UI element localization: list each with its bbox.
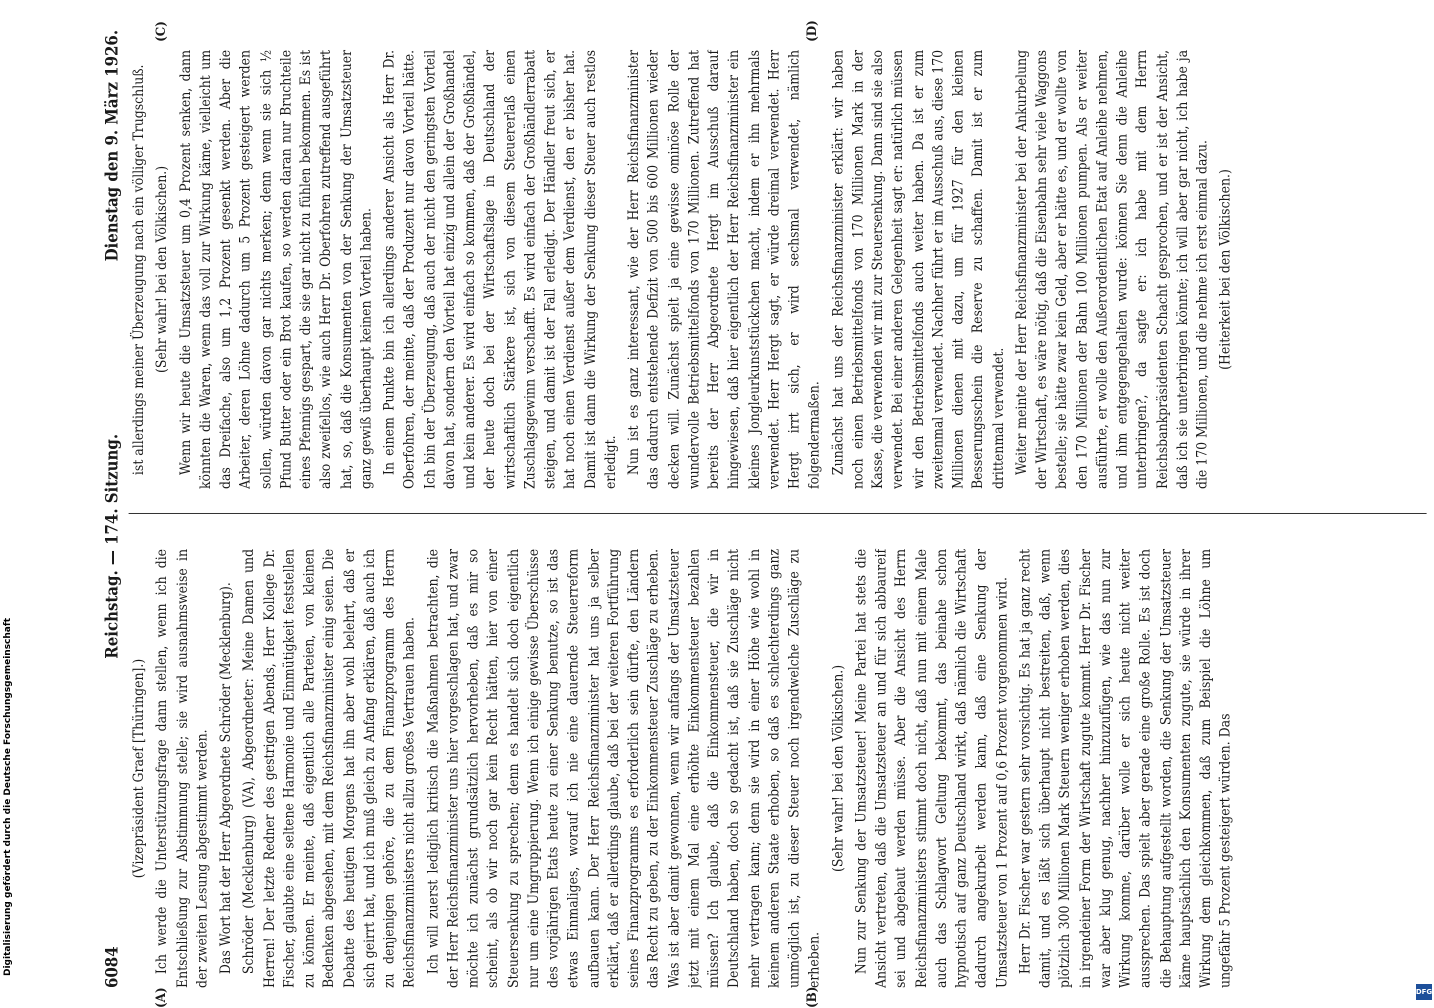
left-column — [129, 549, 1434, 988]
paragraph: Zunächst hat uns der Reichsfinanzminister erklärt: wir haben noch einen Betriebsmittelfonds von 170 Millionen Mark in der Kasse, die verwenden wir mit zur Steuersenkung. Dann sind sie also verwendet. Bei einer anderen Gelegenheit sagt er: natürlich müssen wir den Betriebsmittelfonds auch weiter haben. Da ist er zum zweitenmal verwendet. Nachher führt er im Ausschuß aus, diese 170 Millionen dienen mit dazu, um für 1927 für den kleinen Besserungsschein die Reserve zu schaffen. Damit ist er zum drittenmal verwendet. — [828, 49, 1006, 490]
margin-note-b: (B) — [804, 986, 820, 1008]
interjection: (Sehr wahr! bei den Völkischen.) — [828, 664, 846, 873]
page-number: 6084 — [102, 946, 122, 989]
paragraph: Ich werde die Unterstützungsfrage dann stellen, wenn ich die Entschließung zur Abstimmung stelle; sie wird ausnahmsweise in der zweiten Lesung abgestimmt werden. — [153, 548, 210, 989]
paragraph: Herr Dr. Fischer war gestern sehr vorsichtig. Es hat ja ganz recht damit, und es läßt sich überhaupt nicht bestreiten, daß, wenn plötzlich 300 Millionen Mark Steuern weniger erhoben werden, dies in irgendeiner Form der Wirtschaft zugute kommt. Herr Dr. Fischer war aber klug genug, nachher hinzuzufügen, wie das nun zur Wirkung komme, darüber wolle er sich heute nicht weiter aussprechen. Das spielt aber gerade eine große Rolle. Es ist doch die Behauptung aufgestellt worden, die Senkung der Umsatzsteuer käme hauptsächlich den Konsumenten zugute, sie würde in ihrer Wirkung dem gleichkommen, daß zum Beispiel die Löhne um ungefähr 5 Prozent gesteigert würden. Das — [1016, 548, 1234, 989]
paragraph: Ich will zuerst lediglich kritisch die Maßnahmen betrachten, die der Herr Reichsfinanzminister uns hier vorgeschlagen hat, und zwar möchte ich zunächst grundsätzlich hervorheben, daß es mir so scheint, als ob wir noch gar kein Recht hätten, hier von einer Steuersenkung zu sprechen; denn es handelt sich doch eigentlich nur um eine Umgruppierung. Wenn ich einige gewisse Überschüsse des vorjährigen Etats heute zu einer Senkung benutze, so ist das etwas Einmaliges, worauf ich nie eine dauernde Steuerreform aufbauen kann. Der Herr Reichsfinanzminister hat uns ja selber erklärt, daß er allerdings glaube, daß bei der weiteren Fortführung seines Finanzprogramms es erforderlich sein dürfte, den Ländern das Recht zu geben, zu der Einkommensteuer Zuschläge zu erheben. Was ist aber damit gewonnen, wenn wir anfangs der Umsatzsteuer jetzt mit einem Mal eine erhöhte Einkommensteuer bezahlen müssen? Ich glaube, daß die Einkommensteuer, die wir in Deutschland haben, doch so gedacht ist, daß sie Zuschläge nicht mehr vertragen kann; denn sie wird in einer Höhe wie wohl in keinem anderen Staate erhoben, so daß es schlechterdings ganz unmöglich ist, zu dieser Steuer noch irgendwelche Zuschläge zu erheben. — [423, 548, 822, 989]
paragraph: Weiter meinte der Herr Reichsfinanzminister bei der Ankurbelung der Wirtschaft, es wäre nötig, daß die Eisenbahn sehr viele Waggons bestelle; sie hätte zwar kein Geld, aber er hätte es, und er wollte von den 170 Millionen der Bahn 100 Millionen pumpen. Als er weiter ausführte, er wolle den Außerordentlichen Etat auf Anleihe nehmen, und ihm entgegengehalten wurde: können Sie denn die Anleihe unterbringen?, da sagte er: ich habe mit dem Herrn Reichsbankpräsidenten Schacht gesprochen, und er ist der Ansicht, daß ich sie unterbringen könnte; ich will aber gar nicht, ich habe ja die 170 Millionen, und die nehme ich erst einmal dazu. — [1012, 49, 1210, 490]
paragraph: Nun ist es ganz interessant, wie der Herr Reichsfinanzminister das dadurch entstehende Defizit von 500 bis 600 Millionen wieder decken will. Zunächst spielt ja eine gewisse ominöse Rolle der wundervolle Betriebsmittelfonds von 170 Millionen. Zutreffend hat bereits der Herr Abgeordnete Hergt im Ausschuß darauf hingewiesen, daß hier eigentlich der Herr Reichsfinanzminister ein kleines Jongleurkunststückchen macht, indem er ihn mehrmals verwendet. Herr Hergt sagt, er würde dreimal verwendet. Herr Hergt irrt sich, er wird sechsmal verwendet, nämlich folgendermaßen. — [624, 49, 822, 490]
margin-note-c: (C) — [152, 21, 169, 42]
paragraph: Wenn wir heute die Umsatzsteuer um 0,4 Prozent senken, dann könnten die Waren, wenn das voll zur Wirkung käme, vielleicht um das Dreifache, also um 1,2 Prozent gesenkt werden. Aber die Arbeiter, deren Löhne dadurch um 5 Prozent gesteigert werden sollen, würden davon gar nichts merken; denn wenn sie sich ½ Pfund Butter oder ein Brot kaufen, so werden daran nur Bruchteile eines Pfennigs gespart, die sie gar nicht zu fühlen bekommen. Es ist also zweifellos, wie auch Herr Dr. Oberfohren zutreffend ausgeführt hat, so, daß die Konsumenten von der Senkung der Umsatzsteuer ganz gewiß überhaupt keinen Vorteil haben. — [176, 49, 374, 490]
page-header — [102, 30, 126, 988]
rotated-page — [100, 8, 1434, 1008]
header-session: Reichstag. — 174. Sitzung. — [102, 433, 122, 659]
right-column — [129, 50, 1434, 489]
margin-note-d: (D) — [804, 20, 820, 42]
paragraph: (Vizepräsident Graef [Thüringen].) — [129, 658, 147, 879]
header-date: Dienstag den 9. März 1926. — [102, 29, 122, 262]
paragraph: Schröder (Mecklenburg) (VA), Abgeordneter: Meine Damen und Herren! Der letzte Redner des gestrigen Abends, Herr Kollege Dr. Fischer, glaubte eine seltene Harmonie und Einmütigkeit feststellen zu können. Er meinte, daß eigentlich alle Parteien, von kleinen Bedenken abgesehen, mit dem Reichsfinanzminister einig seien. Die Debatte des heutigen Morgens hat ihn aber wohl belehrt, daß er sich geirrt hat, und ich muß gleich zu Anfang erklären, daß auch ich zu denjenigen gehöre, die zu dem Finanzprogramm des Herrn Reichsfinanzministers nicht allzu großes Vertrauen haben. — [239, 548, 418, 989]
paragraph: ist allerdings meiner Überzeugung nach ein völliger Trugschluß. — [129, 64, 147, 476]
paragraph: In einem Punkte bin ich allerdings anderer Ansicht als Herr Dr. Oberfohren, der meinte, daß der Produzent nur davon Vorteil hätte. Ich bin der Überzeugung, daß auch der nicht den geringsten Vorteil davon hat, sondern den Vorteil hat einzig und allein der Großhandel und kein anderer. Es wird einfach so kommen, daß der Großhändel, der heute doch bei der Wirtschaftslage in Deutschland der wirtschaftlich Stärkere ist, sich von diesem Steuererlaß einen Zuschlagsgewinn verschafft. Es wird einfach der Großhändlerrabatt steigen, und damit ist der Fall erledigt. Der Händler freut sich, er hat noch einen Verdienst außer dem Verdienst, den er bisher hat. Damit ist dann die Wirkung der Senkung dieser Steuer auch restlos erledigt. — [380, 49, 618, 490]
interjection: (Sehr wahr! bei den Völkischen.) — [153, 165, 170, 374]
dfg-logo: DFG — [1416, 984, 1432, 1000]
digitization-credit: Digitalisierung gefördert durch die Deutsche Forschungsgemeinschaft — [3, 617, 13, 976]
margin-note-a: (A) — [152, 987, 169, 1008]
column-divider — [129, 513, 1427, 514]
paragraph: Das Wort hat der Herr Abgeordnete Schröder (Mecklenburg). — [216, 582, 234, 975]
interjection: (Heiterkeit bei den Völkischen.) — [1216, 169, 1234, 370]
paragraph: Nun zur Senkung der Umsatzsteuer! Meine Partei hat stets die Ansicht vertreten, daß die Umsatzsteuer an und für sich abbaureif sei und abgebaut werden müsse. Aber die Ansicht des Herrn Reichsfinanzministers stimmt doch nicht, daß nun mit einem Male auch das Schlagwort Geltung bekommt, das beinahe schon hypnotisch auf ganz Deutschland wirkt, daß nämlich die Wirtschaft dadurch angekurbelt werden kann, daß eine Senkung der Umsatzsteuer von 1 Prozent auf 0,6 Prozent vorgenommen wird. — [852, 548, 1010, 989]
